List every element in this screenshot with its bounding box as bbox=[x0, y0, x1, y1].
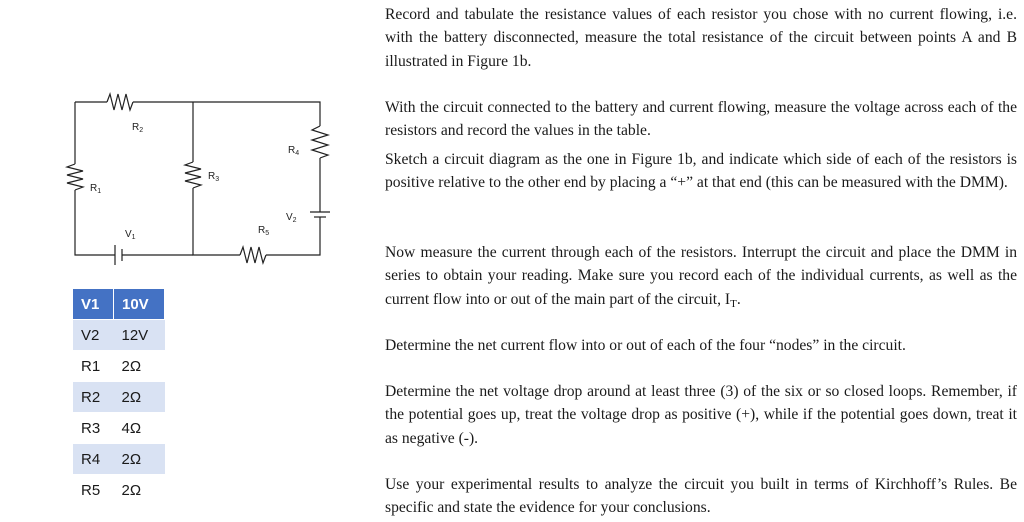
instruction-net-voltage: Determine the net voltage drop around at least three (3) of the six or so closed loops. Remember, if the potential goes up, treat the voltage drop as positive (+), while if the potential goes down, treat it as negative (-). bbox=[385, 383, 1017, 447]
table-cell-value: 2Ω bbox=[114, 382, 165, 413]
wire-middle-bottom bbox=[193, 188, 240, 255]
instruction-measure-voltage: With the circuit connected to the battery and current flowing, measure the voltage across each of the resistors and record the values in the table. bbox=[385, 99, 1017, 140]
table-cell-value: 4Ω bbox=[114, 413, 165, 444]
wire-top-right bbox=[133, 102, 320, 126]
label-r4: $R_4$ bbox=[288, 145, 300, 157]
current-subscript: T bbox=[730, 297, 737, 310]
table-row bbox=[73, 475, 165, 506]
wire-bottom-right bbox=[266, 224, 320, 255]
table-cell-name: R3 bbox=[73, 413, 114, 444]
resistor-r5 bbox=[240, 247, 266, 263]
table-cell-name: R1 bbox=[73, 351, 114, 382]
table-row bbox=[73, 444, 165, 475]
table-cell-value: 2Ω bbox=[114, 444, 165, 475]
label-v2: $V_2$ bbox=[286, 212, 297, 224]
resistor-r2 bbox=[107, 94, 133, 110]
wire-left-bottom bbox=[75, 190, 115, 255]
table-cell-name: V1 bbox=[73, 289, 114, 320]
table-row bbox=[73, 320, 165, 351]
instruction-measure-current bbox=[385, 241, 1017, 316]
table-row bbox=[73, 289, 165, 320]
instruction-kirchhoff-analysis: Use your experimental results to analyze the circuit you built in terms of Kirchhoff’s Rules. Be specific and state the evidence for your conclusions. bbox=[385, 476, 1017, 517]
instruction-record-resistance: Record and tabulate the resistance values of each resistor you chose with no current flowing, i.e. with the battery disconnected, measure the total resistance of the circuit between points A and B illustrated in Figure 1b. bbox=[385, 6, 1017, 70]
table-cell-name: R2 bbox=[73, 382, 114, 413]
label-v1: $V_1$ bbox=[125, 229, 136, 241]
instruction-measure-current-end: . bbox=[736, 290, 741, 308]
table-row bbox=[73, 413, 165, 444]
table-row bbox=[73, 382, 165, 413]
table-row bbox=[73, 351, 165, 382]
table-cell-value: 2Ω bbox=[114, 475, 165, 506]
table-cell-value: 10V bbox=[114, 289, 165, 320]
resistor-r3 bbox=[185, 162, 201, 188]
table-cell-name: V2 bbox=[73, 320, 114, 351]
circuit-diagram bbox=[60, 82, 350, 282]
label-r5: $R_5$ bbox=[258, 225, 270, 237]
table-cell-name: R5 bbox=[73, 475, 114, 506]
resistor-r4 bbox=[312, 126, 328, 158]
instruction-sketch-diagram: Sketch a circuit diagram as the one in Figure 1b, and indicate which side of each of the resistors is positive relative to the other end by placing a “+” at that end (this can be measured with the DMM). bbox=[385, 151, 1017, 192]
label-r1: $R_1$ bbox=[90, 183, 102, 195]
resistor-r1 bbox=[67, 164, 83, 190]
table-cell-value: 2Ω bbox=[114, 351, 165, 382]
instruction-net-current: Determine the net current flow into or out of each of the four “nodes” in the circuit. bbox=[385, 337, 906, 354]
label-r2: $R_2$ bbox=[132, 122, 144, 134]
table-cell-value: 12V bbox=[114, 320, 165, 351]
label-r3: $R_3$ bbox=[208, 171, 220, 183]
table-cell-name: R4 bbox=[73, 444, 114, 475]
instruction-measure-current-text: Now measure the current through each of the resistors. Interrupt the circuit and place the DMM in series to obtain your reading. Make sure you record each of the individual currents, as well as the current flow into or out of the main part of the circuit, I bbox=[385, 244, 1017, 308]
component-values-table bbox=[73, 288, 165, 505]
